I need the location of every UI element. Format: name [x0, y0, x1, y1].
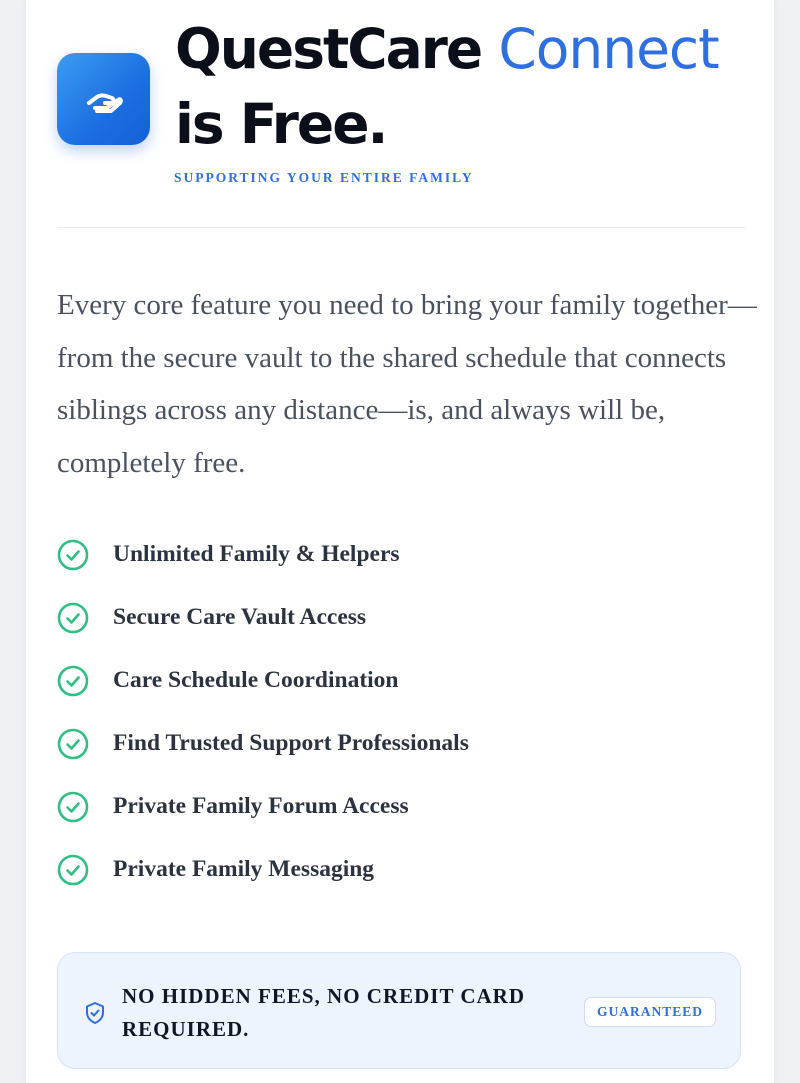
check-circle-icon — [57, 539, 89, 571]
feature-list — [57, 537, 469, 915]
feature-label: Care Schedule Coordination — [113, 667, 399, 693]
title-accent: Connect — [498, 17, 719, 81]
guaranteed-badge: GUARANTEED — [584, 997, 716, 1027]
check-circle-icon — [57, 602, 89, 634]
page-title — [175, 12, 719, 162]
list-item — [57, 789, 469, 852]
check-circle-icon — [57, 791, 89, 823]
shield-check-icon — [84, 1001, 106, 1025]
list-item — [57, 852, 469, 915]
subtitle: SUPPORTING YOUR ENTIRE FAMILY — [174, 170, 474, 185]
list-item — [57, 537, 469, 600]
check-circle-icon — [57, 854, 89, 886]
title-line2: is Free. — [175, 92, 387, 156]
app-logo — [57, 53, 150, 145]
list-item — [57, 663, 469, 726]
helping-hand-icon — [81, 79, 127, 119]
feature-label: Find Trusted Support Professionals — [113, 730, 469, 756]
feature-label: Private Family Forum Access — [113, 793, 409, 819]
list-item — [57, 726, 469, 789]
check-circle-icon — [57, 728, 89, 760]
guarantee-banner — [57, 952, 741, 1069]
feature-label: Unlimited Family & Helpers — [113, 541, 400, 567]
feature-label: Secure Care Vault Access — [113, 604, 367, 630]
title-brand: QuestCare — [175, 17, 482, 81]
list-item — [57, 600, 469, 663]
guarantee-text: NO HIDDEN FEES, NO CREDIT CARD REQUIRED. — [122, 984, 525, 1041]
pricing-card — [26, 0, 774, 1083]
check-circle-icon — [57, 665, 89, 697]
description: Every core feature you need to bring your family together—from the secure vault to the shared schedule that connects siblings across any distance—is, and always will be, completely free. — [57, 289, 757, 479]
divider — [57, 227, 745, 228]
feature-label: Private Family Messaging — [113, 856, 375, 882]
